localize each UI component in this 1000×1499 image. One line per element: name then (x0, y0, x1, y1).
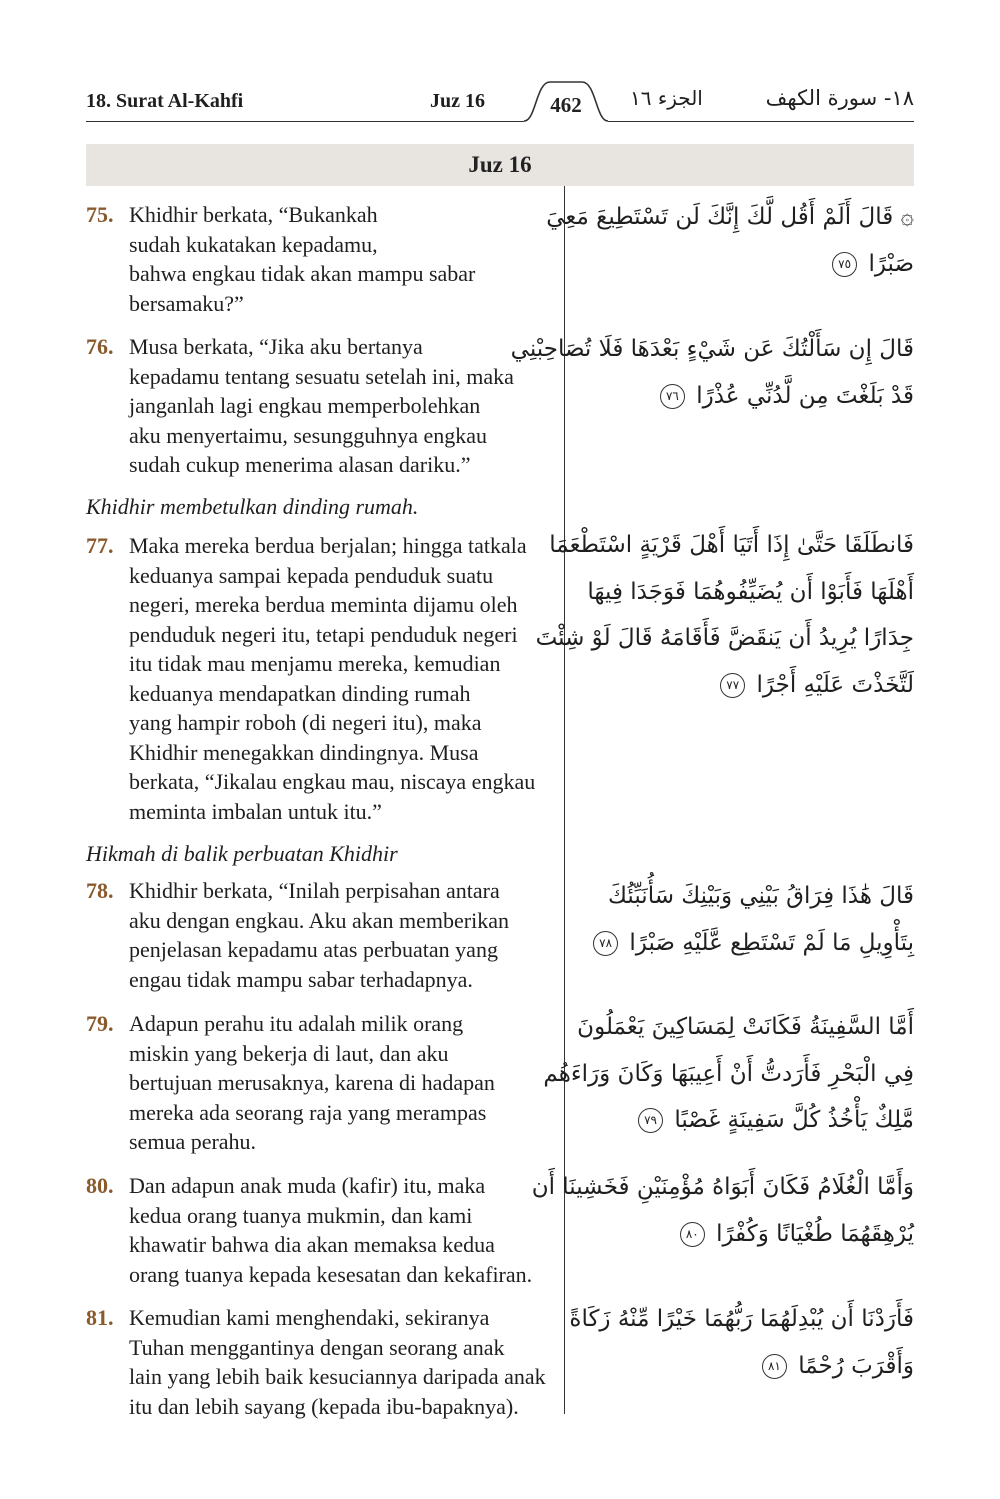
arabic-line: فَانطَلَقَا حَتَّىٰ إِذَا أَتَيَا أَهْلَ قَرْيَةٍ اسْتَطْعَمَا (549, 532, 914, 558)
arabic-line: وَأَقْرَبَ رُحْمًا (798, 1352, 914, 1379)
translation-line: Khidhir menegakkan dindingnya. Musa (129, 739, 479, 765)
verse-80 (86, 1171, 560, 1289)
translation-line: keduanya mendapatkan dinding rumah (129, 680, 471, 706)
header-rule (86, 121, 524, 122)
verse-76 (86, 332, 560, 480)
translation-line: engau tidak mampu sabar terhadapnya. (129, 966, 473, 992)
ayah-78 (580, 873, 914, 966)
translation-line: bahwa engkau tidak akan mampu sabar (129, 261, 476, 286)
arabic-line: قَالَ إِن سَأَلْتُكَ عَن شَيْءٍ بَعْدَهَا فَلَا تُصَاحِبْنِي (510, 336, 914, 362)
translation-line: keduanya sampai kepada penduduk suatu (129, 562, 494, 588)
verse-translation (129, 332, 560, 480)
translation-line: berkata, “Jikalau engkau mau, niscaya engkau (129, 769, 536, 794)
ayah-end-marker: ٧٥ (832, 252, 857, 277)
arabic-line: فِي الْبَحْرِ فَأَرَدتُّ أَنْ أَعِيبَهَا وَكَانَ وَرَاءَهُم (543, 1060, 914, 1087)
translation-line: negeri, mereka berdua meminta dijamu oleh (129, 592, 518, 617)
ayah-end-marker: ٧٩ (638, 1108, 663, 1133)
verse-number: 76. (86, 334, 114, 359)
ayah-75 (546, 194, 914, 287)
translation-line: miskin yang bekerja di laut, dan aku (129, 1040, 449, 1066)
section-subheading: Hikmah di balik perbuatan Khidhir (86, 841, 398, 866)
translation-line: lain yang lebih baik kesuciannya daripada anak (129, 1364, 546, 1389)
ayah-end-marker: ٧٧ (720, 673, 745, 698)
verse-translation (129, 1171, 560, 1289)
ayah-end-marker: ٨١ (762, 1354, 787, 1379)
translation-line: kedua orang tuanya mukmin, dan kami (129, 1202, 473, 1228)
surah-title-arabic: ١٨- سورة الكهف (765, 86, 914, 110)
translation-line: orang tuanya kepada kesesatan dan kekafiran. (129, 1261, 533, 1287)
verse-77 (86, 531, 560, 826)
verse-number: 80. (86, 1173, 114, 1198)
arabic-line: أَهْلَهَا فَأَبَوْا أَن يُضَيِّفُوهُمَا فَوَجَدَا فِيهَا (587, 578, 914, 605)
arabic-line: بِتَأْوِيلِ مَا لَمْ تَسْتَطِع عَّلَيْهِ صَبْرًا (629, 929, 914, 956)
translation-line: aku dengan engkau. Aku akan memberikan (129, 907, 509, 933)
translation-line: mereka ada seorang raja yang merampas (129, 1099, 487, 1125)
verse-number: 81. (86, 1305, 114, 1330)
verse-translation (129, 876, 560, 994)
verse-75 (86, 200, 560, 318)
translation-line: kepadamu tentang sesuatu setelah ini, maka (129, 363, 514, 389)
arabic-line: وَأَمَّا الْغُلَامُ فَكَانَ أَبَوَاهُ مُؤْمِنَيْنِ فَخَشِينَا أَن (531, 1174, 914, 1200)
verse-81 (86, 1303, 560, 1421)
translation-line: sudah cukup menerima alasan dariku.” (129, 452, 471, 477)
translation-line: bertujuan merusaknya, karena di hadapan (129, 1070, 495, 1095)
page-header (86, 78, 914, 128)
translation-line: itu tidak mau menjamu mereka, kemudian (129, 651, 501, 676)
arabic-line: قَالَ هَٰذَا فِرَاقُ بَيْنِي وَبَيْنِكَ سَأُنَبِّئُكَ (608, 883, 914, 909)
verse-number: 78. (86, 878, 114, 903)
translation-line: itu dan lebih sayang (kepada ibu-bapaknya). (129, 1393, 519, 1419)
translation-line: aku menyertaimu, sesungguhnya engkau (129, 422, 488, 448)
translation-line: Tuhan menggantinya dengan seorang anak (129, 1334, 505, 1360)
verse-number: 75. (86, 202, 114, 227)
surah-title-latin: 18. Surat Al-Kahfi (86, 90, 244, 112)
ayah-end-marker: ٨٠ (680, 1222, 705, 1247)
juz-banner: Juz 16 (86, 144, 914, 186)
translation-line: Dan adapun anak muda (kafir) itu, maka (129, 1173, 486, 1198)
translation-line: Adapun perahu itu adalah milik orang (129, 1011, 464, 1036)
ayah-end-marker: ٧٦ (660, 384, 685, 409)
translation-line: penjelasan kepadamu atas perbuatan yang (129, 937, 498, 962)
juz-label-arabic: الجزء ١٦ (630, 86, 703, 110)
ayah-80 (531, 1164, 914, 1257)
arabic-line: جِدَارًا يُرِيدُ أَن يَنقَضَّ فَأَقَامَهُ قَالَ لَوْ شِئْتَ (535, 625, 914, 651)
translation-line: yang hampir roboh (di negeri itu), maka (129, 710, 482, 735)
verse-79 (86, 1009, 560, 1157)
translation-line: Khidhir berkata, “Bukankah (129, 202, 378, 227)
ayah-end-marker: ٧٨ (593, 931, 618, 956)
arabic-line: مَّلِكٌ يَأْخُذُ كُلَّ سَفِينَةٍ غَصْبًا (674, 1107, 914, 1133)
verse-number: 79. (86, 1011, 114, 1036)
translation-line: semua perahu. (129, 1129, 257, 1154)
translation-line: penduduk negeri itu, tetapi penduduk negeri (129, 621, 518, 647)
translation-line: khawatir bahwa dia akan memaksa kedua (129, 1232, 495, 1257)
header-rule (608, 121, 914, 122)
translation-line: Musa berkata, “Jika aku bertanya (129, 334, 423, 359)
ayah-77 (535, 522, 914, 708)
arabic-line: يُرْهِقَهُمَا طُغْيَانًا وَكُفْرًا (716, 1220, 914, 1247)
verse-translation (129, 200, 560, 318)
translation-line: sudah kukatakan kepadamu, (129, 231, 378, 257)
arabic-line: صَبْرًا (868, 250, 914, 277)
translation-line: Khidhir berkata, “Inilah perpisahan antara (129, 878, 500, 903)
verse-translation (129, 1009, 560, 1157)
translation-line: meminta imbalan untuk itu.” (129, 798, 382, 824)
translation-line: janganlah lagi engkau memperbolehkan (129, 393, 481, 418)
arabic-line: ۞ قَالَ أَلَمْ أَقُل لَّكَ إِنَّكَ لَن تَسْتَطِيعَ مَعِيَ (546, 204, 914, 230)
arabic-line: قَدْ بَلَغْتَ مِن لَّدُنِّي عُذْرًا (696, 382, 914, 409)
arabic-line: لَتَّخَذْتَ عَلَيْهِ أَجْرًا (756, 671, 914, 698)
page-number: 462 (550, 93, 582, 117)
ayah-81 (569, 1296, 914, 1389)
translation-line: Maka mereka berdua berjalan; hingga tatkala (129, 533, 527, 558)
translation-line: bersamaku?” (129, 290, 244, 316)
arabic-line: أَمَّا السَّفِينَةُ فَكَانَتْ لِمَسَاكِينَ يَعْمَلُونَ (577, 1014, 914, 1040)
verse-translation (129, 531, 560, 826)
ayah-76 (510, 326, 914, 419)
verse-number: 77. (86, 533, 114, 558)
ayah-79 (543, 1004, 914, 1144)
juz-label-latin: Juz 16 (430, 90, 485, 112)
verse-translation (129, 1303, 560, 1421)
section-subheading: Khidhir membetulkan dinding rumah. (86, 494, 419, 519)
verse-78 (86, 876, 560, 994)
arabic-line: فَأَرَدْنَا أَن يُبْدِلَهُمَا رَبُّهُمَا خَيْرًا مِّنْهُ زَكَاةً (569, 1306, 914, 1332)
translation-line: Kemudian kami menghendaki, sekiranya (129, 1305, 490, 1330)
